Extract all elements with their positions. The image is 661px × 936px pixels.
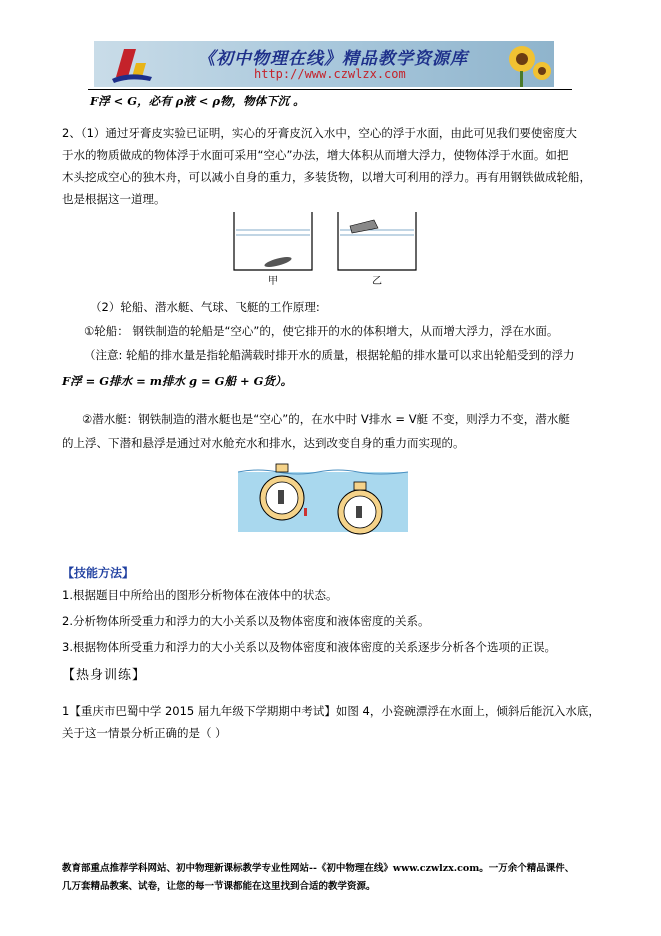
question-1-line2: 关于这一情景分析正确的是（ ）: [62, 726, 227, 740]
method-title: 【技能方法】: [62, 566, 135, 580]
submarine-figure: [238, 458, 408, 544]
question-1-line1: 1【重庆市巴蜀中学 2015 届九年级下学期期中考试】如图 4，小瓷碗漂浮在水面上，倾斜后能沉入水底，: [62, 704, 600, 718]
fig-label-b: 乙: [372, 276, 382, 287]
p2-line4: 也是根据这一道理。: [62, 192, 166, 206]
p4-line2: 的上浮、下潜和悬浮是通过对水舱充水和排水，达到改变自身的重力而实现的。: [62, 436, 465, 450]
fig-label-a: 甲: [268, 276, 278, 287]
p3-line2: ①轮船： 钢铁制造的轮船是“空心”的，使它排开的水的体积增大，从而增大浮力，浮在水面。: [84, 324, 559, 338]
p2-line3: 木头挖成空心的独木舟，可以减小自身的重力，多装货物，以增大可利用的浮力。再有用钢铁做成轮船，: [62, 170, 591, 184]
method-item-1: 1.根据题目中所给出的图形分析物体在液体中的状态。: [62, 588, 338, 602]
method-item-3: 3.根据物体所受重力和浮力的大小关系以及物体密度和液体密度的关系逐步分析各个选项的正误。: [62, 640, 556, 654]
p3-line1: （2）轮船、潜水艇、气球、飞艇的工作原理:: [90, 300, 320, 314]
sink-condition-formula: F浮 < G，必有 ρ液 < ρ物，物体下沉 。: [90, 94, 305, 108]
banner-url: http://www.czwlzx.com: [254, 67, 406, 81]
p2-line2: 于水的物质做成的物体浮于水面可采用“空心”办法，增大体积从而增大浮力，使物体浮于水面。如把: [62, 148, 569, 162]
footer-line2: 几万套精品教案、试卷，让您的每一节课都能在这里找到合适的教学资源。: [62, 881, 376, 892]
method-item-2: 2.分析物体所受重力和浮力的大小关系以及物体密度和液体密度的关系。: [62, 614, 430, 628]
p4-line1: ②潜水艇：钢铁制造的潜水艇也是“空心”的，在水中时 V排水 = V艇 不变，则浮力不变，潜水艇: [82, 412, 570, 426]
p3-line3: （注意: 轮船的排水量是指轮船满载时排开水的质量，根据轮船的排水量可以求出轮船受到的浮力: [84, 348, 575, 362]
buoyancy-formula: F浮 = G排水 = m排水 g = G船 + G货）。: [62, 374, 293, 388]
footer-line1: 教育部重点推荐学科网站、初中物理新课标教学专业性网站--《初中物理在线》www.czwlzx.com。一万余个精品课件、: [62, 863, 575, 874]
warmup-title: 【热身训练】: [62, 668, 147, 683]
beakers-figure: [232, 208, 432, 288]
banner-title: 《初中物理在线》精品教学资源库: [198, 49, 468, 69]
header-banner: [94, 41, 554, 87]
footer: [62, 860, 622, 896]
p2-line1: 2、（1）通过牙膏皮实验已证明，实心的牙膏皮沉入水中，空心的浮于水面，由此可见我们要使密度大: [62, 126, 577, 140]
